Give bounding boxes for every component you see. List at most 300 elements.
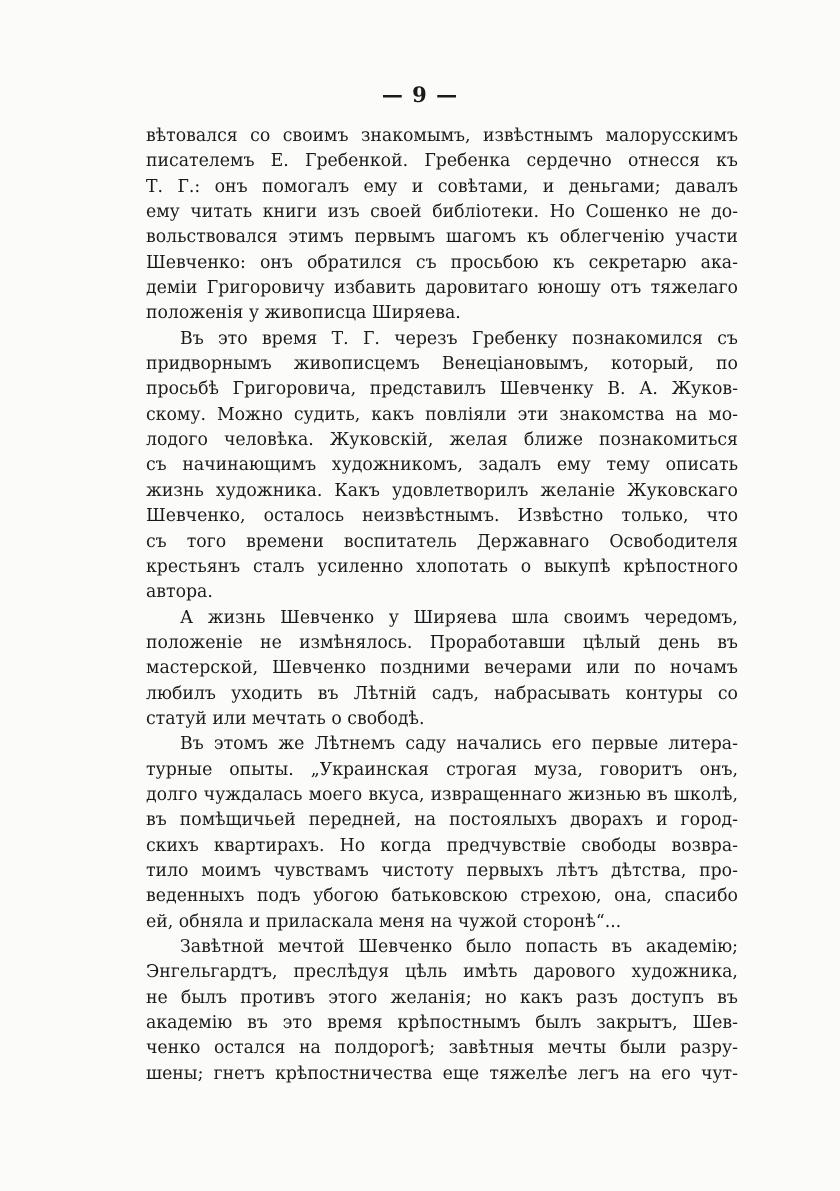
word: имѣть (463, 962, 518, 983)
word: представилъ (369, 379, 487, 400)
word: вольствовался (146, 227, 278, 248)
text-line (146, 707, 738, 732)
text-line (146, 606, 738, 631)
word: разру- (680, 1038, 738, 1059)
word: этомъ (213, 734, 269, 755)
word: и (411, 176, 424, 197)
word: Ширяева. (371, 303, 461, 324)
word: не (678, 202, 701, 223)
word: предчувствіе (446, 835, 567, 856)
word: совѣтами, (437, 176, 529, 197)
word: дарового (533, 962, 616, 983)
word: изъ (327, 202, 360, 223)
word: удовлетворилъ (391, 480, 529, 501)
word: остался (213, 1038, 286, 1059)
word: А (180, 607, 194, 628)
word: чут- (700, 1063, 738, 1084)
word: и (655, 810, 668, 831)
word: съ (415, 252, 437, 273)
word: легъ (577, 1063, 619, 1084)
word: отъ (610, 278, 642, 299)
word: съ (717, 328, 738, 349)
word: Е. (270, 151, 289, 172)
word: Державнаго (476, 531, 590, 552)
word: Гребенкой. (305, 151, 409, 172)
word: на (675, 404, 698, 425)
word: чужой (457, 911, 518, 932)
word: Жуковскій, (329, 430, 434, 451)
word: мастерской, (146, 658, 259, 679)
word: про- (699, 860, 738, 881)
word: Въ (180, 328, 204, 349)
word: тяжелѣе (489, 1063, 568, 1084)
word: академію (146, 1013, 233, 1034)
text-line (146, 808, 738, 833)
word: тяжелаго (650, 278, 738, 299)
word: желая (449, 430, 508, 451)
word: воспитатель (343, 531, 457, 552)
text-line (146, 935, 738, 960)
text-line (146, 327, 738, 352)
text-line (146, 631, 738, 656)
word: не (146, 987, 168, 1008)
text-line (146, 555, 738, 580)
word: и (542, 176, 555, 197)
word: со (717, 683, 738, 704)
word: знакомымъ, (360, 126, 471, 146)
word: художника, (631, 962, 738, 983)
word: въ (717, 987, 738, 1008)
word: что (706, 506, 738, 527)
word: крѣпостнымъ (397, 1013, 521, 1034)
word: веденныхъ (146, 886, 245, 907)
word: ему (146, 202, 180, 223)
body-text (146, 124, 738, 1087)
word: положеніе (146, 632, 243, 653)
word: задалъ (478, 455, 542, 476)
word: Т. (331, 328, 349, 349)
word: первымъ (354, 227, 436, 248)
word: не (260, 632, 282, 653)
word: приласкала (265, 911, 374, 932)
word: его (551, 734, 582, 755)
word: долго (146, 784, 198, 805)
word: опыты. (229, 759, 294, 780)
word: библіотеки. (432, 202, 540, 223)
word: на (299, 1038, 321, 1059)
word: деньгами; (568, 176, 661, 197)
text-line (146, 656, 738, 681)
word: чистоту (381, 860, 454, 881)
word: съ (146, 531, 167, 552)
text-line (146, 225, 738, 250)
word: крестьянъ (146, 556, 241, 577)
word: ей, (146, 911, 174, 932)
word: квартирахъ. (213, 835, 325, 856)
word: еще (442, 1063, 480, 1084)
word: усиленно (317, 556, 404, 577)
word: осталось (263, 506, 345, 527)
word: передней, (308, 810, 402, 831)
word: мечтать (251, 708, 326, 729)
word: того (186, 531, 227, 552)
word: черезъ (394, 328, 458, 349)
word: художника. (215, 480, 323, 501)
word: Шевченку (499, 379, 594, 400)
word: когда (380, 835, 432, 856)
word: обняла (178, 911, 244, 932)
word: Лѣтнемъ (314, 734, 396, 755)
word: Шев- (692, 1013, 738, 1034)
word: со (250, 126, 271, 146)
word: человѣка. (223, 430, 314, 451)
word: она, (614, 886, 652, 907)
word: саду (405, 734, 447, 755)
word: малорусскимъ (605, 126, 738, 146)
word: же (278, 734, 305, 755)
word: моего (308, 784, 363, 805)
word: избавить (333, 278, 416, 299)
word: уходить (231, 683, 303, 704)
word: былъ (535, 1013, 582, 1034)
word: положенія (146, 303, 244, 324)
word: Проработавши (429, 632, 566, 653)
word: академію; (645, 937, 738, 957)
text-line (146, 175, 738, 200)
word: Но (549, 202, 576, 223)
text-line (146, 352, 738, 377)
word: мечтой (277, 937, 345, 957)
word: помѣщичьей (179, 810, 296, 831)
word: къ (716, 151, 738, 172)
word: полдорогѣ; (334, 1038, 436, 1059)
word: гнетъ (213, 1063, 265, 1084)
word: садъ, (431, 683, 479, 704)
word: въ (146, 810, 167, 831)
word: даровитаго (425, 278, 529, 299)
word: Гребенку (471, 328, 558, 349)
word: мо- (708, 404, 738, 425)
word: или (585, 658, 620, 679)
text-line (146, 732, 738, 757)
word: по (716, 354, 738, 375)
word: начинающимъ (182, 455, 317, 476)
word: давалъ (675, 176, 738, 197)
text-line (146, 149, 738, 174)
text-line (146, 301, 738, 326)
word: у (248, 303, 260, 324)
word: своимъ (282, 126, 349, 146)
word: Т. (146, 176, 164, 197)
word: ака- (700, 252, 738, 273)
word: въ (247, 1013, 268, 1034)
text-line (146, 986, 738, 1011)
word: или (212, 708, 247, 729)
word: просьбою (450, 252, 539, 273)
word: секретарю (588, 252, 687, 273)
text-line (146, 884, 738, 909)
text-line (146, 960, 738, 985)
word: автора. (146, 582, 213, 603)
word: начались (456, 734, 542, 755)
word: Ширяева (413, 607, 498, 628)
word: набрасывать (494, 683, 611, 704)
word: любилъ (146, 683, 216, 704)
text-line (146, 530, 738, 555)
text-line (146, 504, 738, 529)
word: Въ (180, 734, 204, 755)
word: скихъ (146, 835, 199, 856)
word: своимъ (563, 607, 630, 628)
word: хлопотать (416, 556, 508, 577)
word: извращеннаго (430, 784, 562, 805)
word: противъ (240, 987, 316, 1008)
word: чуждалась (203, 784, 303, 805)
word: В. (607, 379, 626, 400)
word: дворахъ (570, 810, 643, 831)
word: чередомъ, (643, 607, 738, 628)
word: свободы (581, 835, 657, 856)
word: съ (146, 455, 167, 476)
word: его (661, 1063, 691, 1084)
word: Гребенка (424, 151, 511, 172)
word: Лѣтній (353, 683, 417, 704)
word: турные (146, 759, 213, 780)
word: шла (511, 607, 549, 628)
word: на (430, 911, 453, 932)
word: придворнымъ (146, 354, 272, 375)
word: жизнь (207, 607, 266, 628)
word: времени (246, 531, 324, 552)
word: мечты (547, 1038, 607, 1059)
word: къ (552, 252, 575, 273)
word: это (218, 328, 248, 349)
word: въ (317, 683, 339, 704)
word: какъ (371, 404, 415, 425)
word: о (520, 556, 532, 577)
word: живописца (264, 303, 367, 324)
text-line (146, 834, 738, 859)
word: сердечно (526, 151, 612, 172)
word: попасть (525, 937, 598, 957)
word: поздними (380, 658, 471, 679)
word: Сошенко (585, 202, 669, 223)
word: о (331, 708, 342, 729)
word: на (414, 810, 437, 831)
word: крѣпостничества (275, 1063, 433, 1084)
text-line (146, 403, 738, 428)
word: но (484, 987, 507, 1008)
text-line (146, 251, 738, 276)
word: отнесся (627, 151, 700, 172)
text-line (146, 453, 738, 478)
word: было (466, 937, 512, 957)
word: знакомства (559, 404, 665, 425)
word: въ (611, 937, 633, 957)
word: Освободителя (609, 531, 738, 552)
word: Г.: (177, 176, 201, 197)
text-line (146, 377, 738, 402)
word: писателемъ (146, 151, 255, 172)
word: до- (711, 202, 738, 223)
word: тило (146, 860, 189, 881)
word: разъ (576, 987, 618, 1008)
word: время (327, 1013, 383, 1034)
word: крѣпостного (623, 556, 738, 577)
word: познакомился (572, 328, 703, 349)
text-line (146, 580, 738, 605)
word: на (629, 1063, 651, 1084)
word: вѣтовался (146, 126, 238, 146)
word: сталъ (252, 556, 305, 577)
word: день (658, 632, 700, 653)
word: первыхъ (466, 860, 544, 881)
word: завѣтныя (448, 1038, 535, 1059)
word: желанія; (390, 987, 472, 1008)
word: какъ (519, 987, 563, 1008)
text-line (146, 428, 738, 453)
word: Какъ (334, 480, 380, 501)
word: Шевченко: (146, 252, 246, 273)
word: Извѣстно (517, 506, 604, 527)
word: литера- (668, 734, 738, 755)
word: своей (370, 202, 422, 223)
word: Григоровича, (232, 379, 357, 400)
word: лодого (146, 430, 208, 451)
text-line (146, 1011, 738, 1036)
word: Жуков- (671, 379, 738, 400)
page-number: — 9 — (381, 82, 459, 107)
word: юношу (537, 278, 601, 299)
word: Шевченко, (146, 506, 246, 527)
text-line (146, 479, 738, 504)
word: желаніе (540, 480, 616, 501)
word: былъ (180, 987, 228, 1008)
word: выкупѣ (543, 556, 611, 577)
word: школѣ, (673, 784, 738, 805)
word: ближе (523, 430, 583, 451)
word: постоялыхъ (449, 810, 558, 831)
word: цѣль (405, 962, 448, 983)
word: сторонѣ“... (522, 911, 622, 932)
word: Венеціановымъ, (441, 354, 589, 375)
word: онъ (259, 252, 293, 273)
word: чувствамъ (273, 860, 369, 881)
word: были (619, 1038, 667, 1059)
word: художникомъ, (331, 455, 463, 476)
word: первые (591, 734, 659, 755)
word: который, (610, 354, 694, 375)
word: город- (680, 810, 738, 831)
text-line (146, 682, 738, 707)
text-line (146, 276, 738, 301)
word: измѣнялось. (299, 632, 413, 653)
word: Жуковскаго (627, 480, 738, 501)
word: подъ (256, 886, 301, 907)
text-line (146, 859, 738, 884)
text-line (146, 200, 738, 225)
word: контуры (625, 683, 703, 704)
word: Шевченко (358, 937, 453, 957)
word: повліяли (425, 404, 507, 425)
word: Шевченко (272, 658, 367, 679)
word: цѣлый (582, 632, 641, 653)
word: возвра- (671, 835, 738, 856)
word: время (261, 328, 318, 349)
word: убогою (313, 886, 379, 907)
word: тему (606, 455, 650, 476)
word: шены; (146, 1063, 204, 1084)
word: вкуса, (368, 784, 425, 805)
word: стрехою, (520, 886, 602, 907)
word: онъ (214, 176, 248, 197)
word: меня (378, 911, 425, 932)
word: этого (328, 987, 378, 1008)
word: и (248, 911, 261, 932)
word: скому. (146, 404, 206, 425)
word: ему (363, 176, 398, 197)
word: лѣтъ (556, 860, 599, 881)
word: извѣстнымъ (482, 126, 594, 146)
text-line (146, 1036, 738, 1061)
word: Шевченко (280, 607, 375, 628)
word: неизвѣстнымъ. (362, 506, 500, 527)
word: только, (621, 506, 689, 527)
word: дѣтства, (610, 860, 687, 881)
word: въ (646, 784, 668, 805)
word: А. (639, 379, 658, 400)
word: деміи (146, 278, 198, 299)
word: облегченію (559, 227, 665, 248)
word: къ (527, 227, 549, 248)
word: статуй (146, 708, 207, 729)
word: ему (556, 455, 591, 476)
word: познакомиться (599, 430, 738, 451)
word: этимъ (288, 227, 344, 248)
word: участи (675, 227, 738, 248)
word: муза, (534, 759, 583, 780)
word: эти (517, 404, 549, 425)
word: въ (717, 632, 738, 653)
word: ночамъ (669, 658, 738, 679)
word: жизнью (567, 784, 641, 805)
word: говоритъ (599, 759, 683, 780)
word: доступъ (631, 987, 704, 1008)
text-line (146, 124, 738, 149)
word: Но (339, 835, 366, 856)
word: онъ, (699, 759, 738, 780)
word: „Украинская (310, 759, 430, 780)
word: помогалъ (261, 176, 350, 197)
text-line (146, 1062, 738, 1087)
word: это (282, 1013, 313, 1034)
word: вечерами (484, 658, 573, 679)
word: Можно (216, 404, 283, 425)
word: читать (190, 202, 253, 223)
text-line (146, 783, 738, 808)
text-line (146, 758, 738, 783)
word: обратился (306, 252, 402, 273)
word: свободѣ. (347, 708, 425, 729)
word: Завѣтной (180, 937, 265, 957)
text-line (146, 910, 738, 935)
word: преслѣдуя (293, 962, 390, 983)
word: Энгельгардтъ, (146, 962, 278, 983)
word: спасибо (664, 886, 738, 907)
word: книги (262, 202, 318, 223)
word: закрытъ, (596, 1013, 678, 1034)
word: ченко (146, 1038, 201, 1059)
